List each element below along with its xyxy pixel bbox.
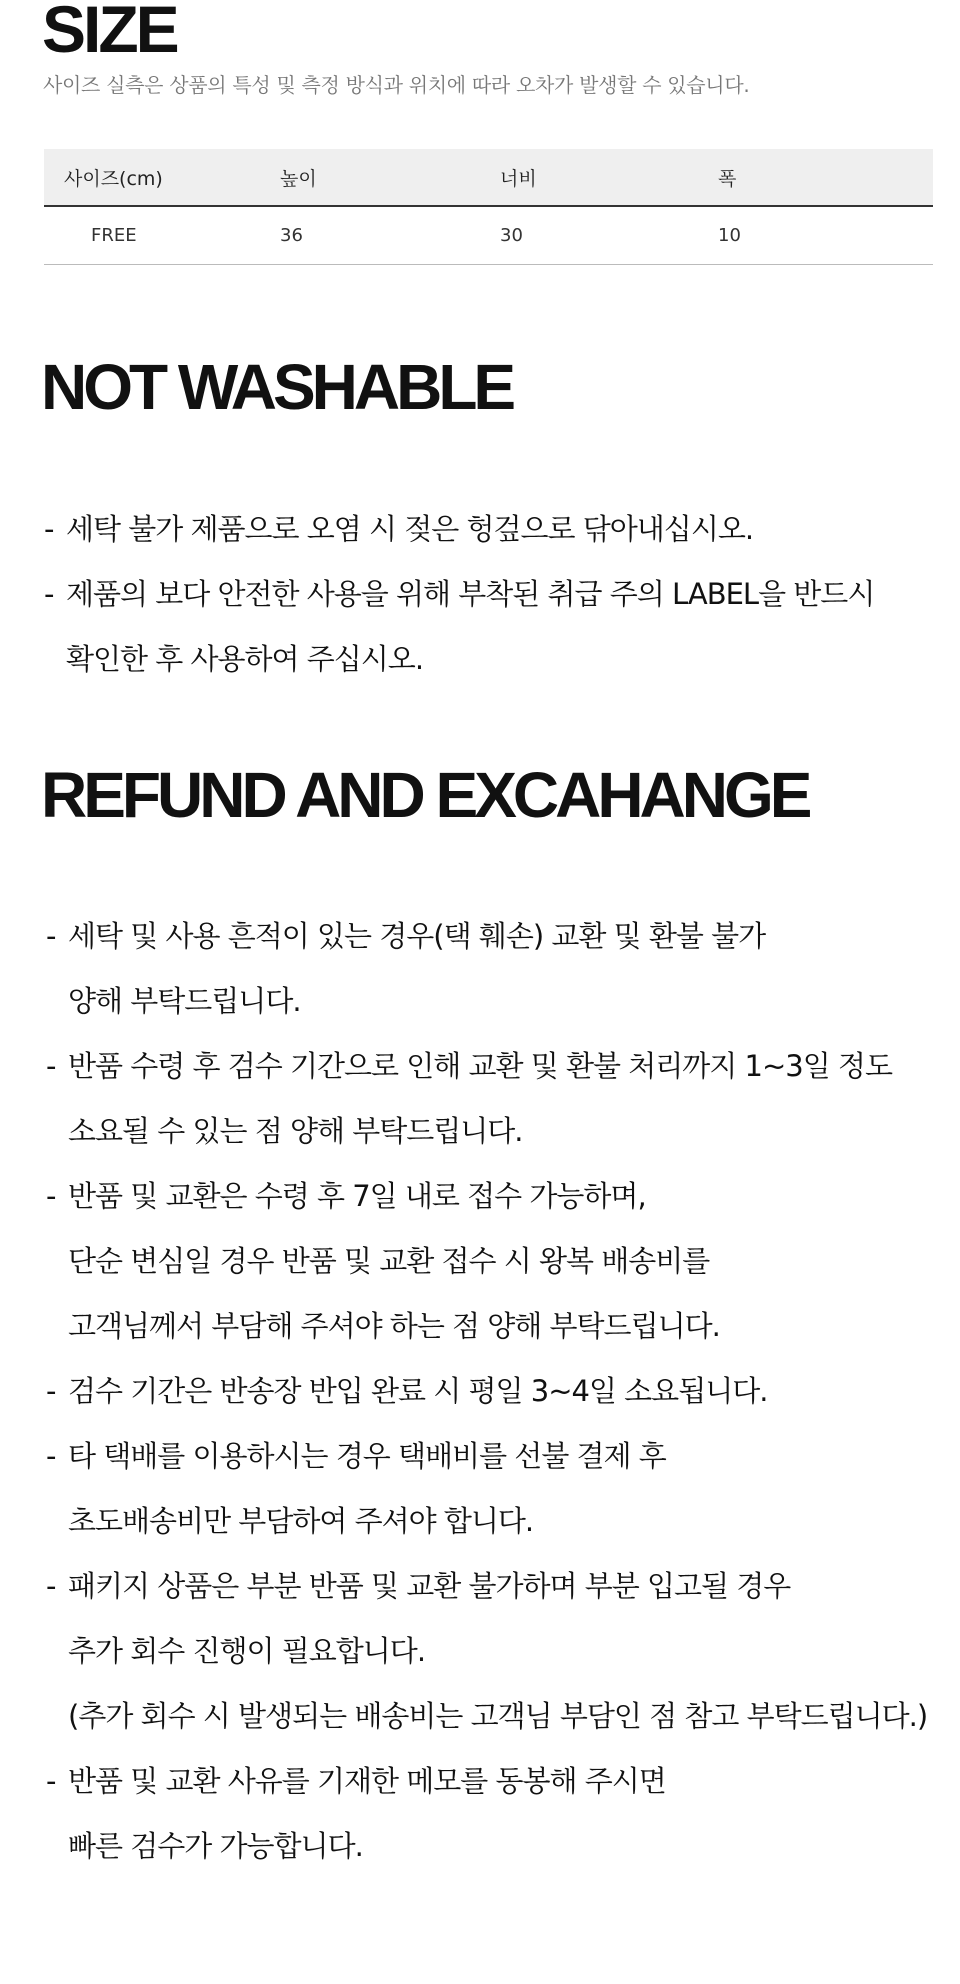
list-item <box>46 1554 927 1749</box>
list-item-line: 소요될 수 있는 점 양해 부탁드립니다. <box>68 1114 523 1148</box>
list-item-line: 패키지 상품은 부분 반품 및 교환 불가하며 부분 입고될 경우 <box>68 1569 791 1603</box>
table-row <box>44 206 933 265</box>
size-table-header-height: 높이 <box>324 149 544 206</box>
list-item-line: 양해 부탁드립니다. <box>68 984 301 1018</box>
list-item-line: 반품 및 교환은 수령 후 7일 내로 접수 가능하며, <box>68 1179 646 1213</box>
list-item <box>46 1034 927 1164</box>
list-item-line: (추가 회수 시 발생되는 배송비는 고객님 부담인 점 참고 부탁드립니다.) <box>68 1699 928 1733</box>
size-table-header-width: 너비 <box>544 149 762 206</box>
list-item-line: 반품 및 교환 사유를 기재한 메모를 동봉해 주시면 <box>68 1764 666 1798</box>
size-table-header-row <box>44 149 933 206</box>
bullet-dash: - <box>44 512 54 546</box>
size-table <box>44 149 933 265</box>
list-item-line: 초도배송비만 부담하여 주셔야 합니다. <box>68 1504 534 1538</box>
list-item-line: 세탁 불가 제품으로 오염 시 젖은 헝겊으로 닦아내십시오. <box>66 512 754 546</box>
list-item-line: 확인한 후 사용하여 주십시오. <box>66 642 424 676</box>
not-washable-heading: NOT WASHABLE <box>41 351 513 423</box>
list-item-line: 고객님께서 부담해 주셔야 하는 점 양해 부탁드립니다. <box>68 1309 720 1343</box>
bullet-dash: - <box>46 919 56 953</box>
bullet-dash: - <box>46 1179 56 1213</box>
list-item-line: 단순 변심일 경우 반품 및 교환 접수 시 왕복 배송비를 <box>68 1244 710 1278</box>
list-item-line: 반품 수령 후 검수 기간으로 인해 교환 및 환불 처리까지 1~3일 정도 <box>68 1049 892 1083</box>
list-item <box>46 1749 927 1879</box>
list-item-line: 추가 회수 진행이 필요합니다. <box>68 1634 426 1668</box>
bullet-dash: - <box>46 1049 56 1083</box>
list-item-line: 제품의 보다 안전한 사용을 위해 부착된 취급 주의 LABEL을 반드시 <box>66 577 875 611</box>
size-measurement-note: 사이즈 실측은 상품의 특성 및 측정 방식과 위치에 따라 오차가 발생할 수 있습니다. <box>43 73 750 97</box>
list-item <box>46 904 927 1034</box>
bullet-dash: - <box>46 1569 56 1603</box>
list-item <box>46 1424 927 1554</box>
size-table-header-depth: 폭 <box>762 149 933 206</box>
bullet-dash: - <box>46 1439 56 1473</box>
list-item <box>46 1359 927 1424</box>
list-item-line: 검수 기간은 반송장 반입 완료 시 평일 3~4일 소요됩니다. <box>68 1374 768 1408</box>
size-heading: SIZE <box>42 0 177 66</box>
refund-exchange-heading: REFUND AND EXCAHANGE <box>41 759 809 831</box>
list-item-line: 타 택배를 이용하시는 경우 택배비를 선불 결제 후 <box>68 1439 666 1473</box>
list-item <box>46 1164 927 1359</box>
list-item-line: 빠른 검수가 가능합니다. <box>68 1829 363 1863</box>
size-cell-size: FREE <box>44 206 324 265</box>
list-item <box>44 497 874 562</box>
bullet-dash: - <box>46 1374 56 1408</box>
size-cell-depth: 10 <box>762 206 933 265</box>
size-cell-width: 30 <box>544 206 762 265</box>
not-washable-list <box>44 497 874 692</box>
list-item-line: 세탁 및 사용 흔적이 있는 경우(택 훼손) 교환 및 환불 불가 <box>68 919 766 953</box>
bullet-dash: - <box>44 577 54 611</box>
list-item <box>44 562 874 692</box>
bullet-dash: - <box>46 1764 56 1798</box>
size-cell-height: 36 <box>324 206 544 265</box>
refund-exchange-list <box>46 904 927 1879</box>
size-table-header-size: 사이즈(cm) <box>44 149 324 206</box>
